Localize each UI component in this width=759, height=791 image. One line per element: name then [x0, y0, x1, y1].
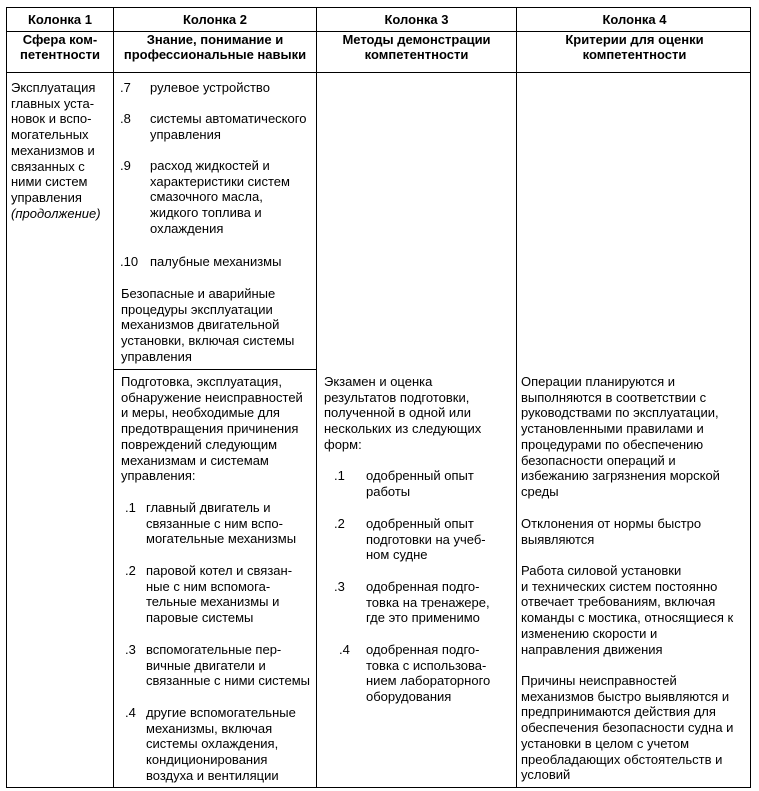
list-item: другие вспомогательные механизмы, включая системы охлаждения, кондиционирования воздуха и вентиляции: [146, 705, 296, 783]
criteria-paragraph: Отклонения от нормы быстро выявляются: [521, 516, 702, 547]
list-item: одобренная подго- товка с использова- нием лабораторного оборудования: [366, 642, 491, 705]
criteria-paragraph: Операции планируются и выполняются в соответствии с руководствами по эксплуатации, установленными правилами и процедурами по обеспечению безопасности операций и избежанию загрязнения морской среды: [521, 374, 720, 499]
subheader-criteria: Критерии для оценки компетентности: [565, 32, 704, 62]
subheader-row-divider: [7, 72, 750, 73]
list-item: рулевое устройство: [150, 80, 270, 95]
list-item-number: .3: [334, 579, 345, 594]
list-item-number: .9: [120, 158, 131, 173]
list-item-number: .4: [339, 642, 350, 657]
list-item: одобренный опыт работы: [366, 468, 474, 499]
list-item-number: .1: [125, 500, 136, 515]
criteria-paragraph: Причины неисправностей механизмов быстро выявляются и предпринимаются действия для обеспечения безопасности судна и установки в целом с учетом преобладающих обстоятельств и условий: [521, 673, 734, 783]
preparation-text: Подготовка, эксплуатация, обнаружение неисправностей и меры, необходимые для предотвращения причинения повреждений следующим механизмам и системам управления:: [121, 374, 303, 484]
list-item-number: .1: [334, 468, 345, 483]
criteria-paragraph: Работа силовой установки и технических систем постоянно отвечает требованиям, включая команды с мостика, относящиеся к изменению скорости и направления движения: [521, 563, 734, 657]
column-header-2: Колонка 2: [182, 12, 247, 27]
sphere-text: Эксплуатация главных уста- новок и вспо- могательных механизмов и связанных с ними систем управления (продолжение): [11, 80, 101, 221]
list-item: главный двигатель и связанные с ним вспо- могательные механизмы: [146, 500, 297, 547]
continued-note: (продолжение): [11, 205, 101, 221]
list-item: расход жидкостей и характеристики систем смазочного масла, жидкого топлива и охлаждения: [150, 158, 290, 236]
list-item-number: .10: [120, 254, 139, 269]
list-item-number: .7: [120, 80, 131, 95]
section-divider: [113, 369, 316, 370]
column-divider-1: [113, 8, 114, 787]
competence-table: [6, 7, 751, 788]
column-header-3: Колонка 3: [384, 12, 449, 27]
list-item-number: .2: [125, 563, 136, 578]
methods-intro-text: Экзамен и оценка результатов подготовки, полученной в одной или нескольких из следующих форм:: [324, 374, 482, 452]
subheader-methods: Методы демонстрации компетентности: [342, 32, 491, 62]
list-item: одобренная подго- товка на тренажере, где это применимо: [366, 579, 490, 626]
column-divider-2: [316, 8, 317, 787]
subheader-knowledge: Знание, понимание и профессиональные навыки: [123, 32, 307, 62]
list-item: вспомогательные пер- вичные двигатели и связанные с ними системы: [146, 642, 310, 689]
list-item: паровой котел и связан- ные с ним вспомога- тельные механизмы и паровые системы: [146, 563, 293, 626]
column-header-4: Колонка 4: [602, 12, 667, 27]
subheader-sphere: Сфера ком- петентности: [20, 32, 100, 62]
column-header-1: Колонка 1: [27, 12, 92, 27]
list-item-number: .8: [120, 111, 131, 126]
list-item-number: .2: [334, 516, 345, 531]
column-divider-3: [516, 8, 517, 787]
list-item-number: .4: [125, 705, 136, 720]
safety-procedures-text: Безопасные и аварийные процедуры эксплуатации механизмов двигательной установки, включая системы управления: [121, 286, 295, 364]
list-item: системы автоматического управления: [150, 111, 307, 142]
list-item-number: .3: [125, 642, 136, 657]
list-item: одобренный опыт подготовки на учеб- ном судне: [366, 516, 486, 563]
list-item: палубные механизмы: [150, 254, 282, 269]
